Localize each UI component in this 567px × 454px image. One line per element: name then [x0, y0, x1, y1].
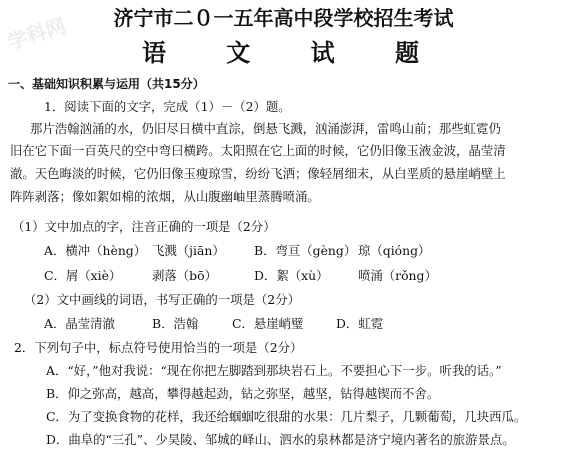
q2-option-d: D．曲阜的“三孔”、少昊陵、邹城的峄山、泗水的泉林都是济宁境内著名的旅游景点。	[46, 432, 515, 447]
question-2: 2．下列句子中，标点符号使用恰当的一项是（2分）	[14, 340, 303, 355]
q2-option-a: A．“好，”他对我说：“现在你把左脚踏到那块岩石上。不要担心下一步。听我的话。”	[46, 363, 502, 378]
watermark-logo: 学科网	[4, 13, 69, 55]
passage-line-2: 旧在它下面一百英尺的空中弯曰横跨。太阳照在它上面的时候，它仍旧像玉液金波，晶莹清	[10, 143, 506, 158]
exam-title: 济宁市二０一五年高中段学校招生考试	[113, 6, 454, 30]
q2-option-c: C．为了变换食物的花样，我还给蝈蝈吃很甜的水果：几片梨子，几颗葡萄，几块西瓜。	[46, 409, 527, 424]
passage-line-4: 阵阵剥落；像如絮如棉的浓烟，从山腹幽岫里蒸腾喷涌。	[10, 189, 320, 204]
sub2-option-b: B．浩翰	[152, 316, 199, 331]
section-heading: 一、基础知识积累与运用（共15分）	[8, 77, 205, 91]
option-a-2: 飞溅（jiān）	[152, 243, 225, 258]
sub2-option-c: C．悬崖峭璧	[232, 316, 304, 331]
sub2-option-d: D．虹霓	[336, 316, 384, 331]
passage-line-1: 那片浩翰汹涌的水，仍旧尽日横中直淙，倒悬飞溅，汹涌澎湃，雷鸣山前；那些虹霓仍	[30, 121, 501, 136]
q2-option-b: B．仰之弥高，越高，攀得越起劲，钻之弥坚，越坚，钻得越锲而不舍。	[46, 386, 440, 401]
sub2-option-a: A．晶莹清澈	[44, 316, 115, 331]
option-b-2: 琼（qióng）	[358, 243, 431, 258]
option-c-2: 剥落（bō）	[152, 268, 217, 283]
option-c-1: C．屑（xiè）	[44, 268, 122, 283]
option-d-2: 喷涌（rǒng）	[358, 268, 437, 283]
option-a-1: A．横冲（hèng）	[44, 243, 147, 258]
passage-line-3: 澈。天色晦淡的时候，它仍旧像玉瘦琼雪，纷纷飞洒；像轻屑细末，从白垩质的悬崖峭壁上	[10, 166, 506, 181]
sub-question-2: （2）文中画线的词语，书写正确的一项是（2分）	[24, 292, 300, 307]
sub-question-1: （1）文中加点的字，注音正确的一项是（2分）	[12, 219, 276, 234]
exam-subtitle: 语 文 试 题	[141, 39, 446, 67]
option-d-1: D．絮（xù）	[254, 268, 329, 283]
option-b-1: B．弯亘（gèng）	[254, 243, 357, 258]
question-1-intro: 1．阅读下面的文字，完成（1）－（2）题。	[44, 99, 291, 114]
